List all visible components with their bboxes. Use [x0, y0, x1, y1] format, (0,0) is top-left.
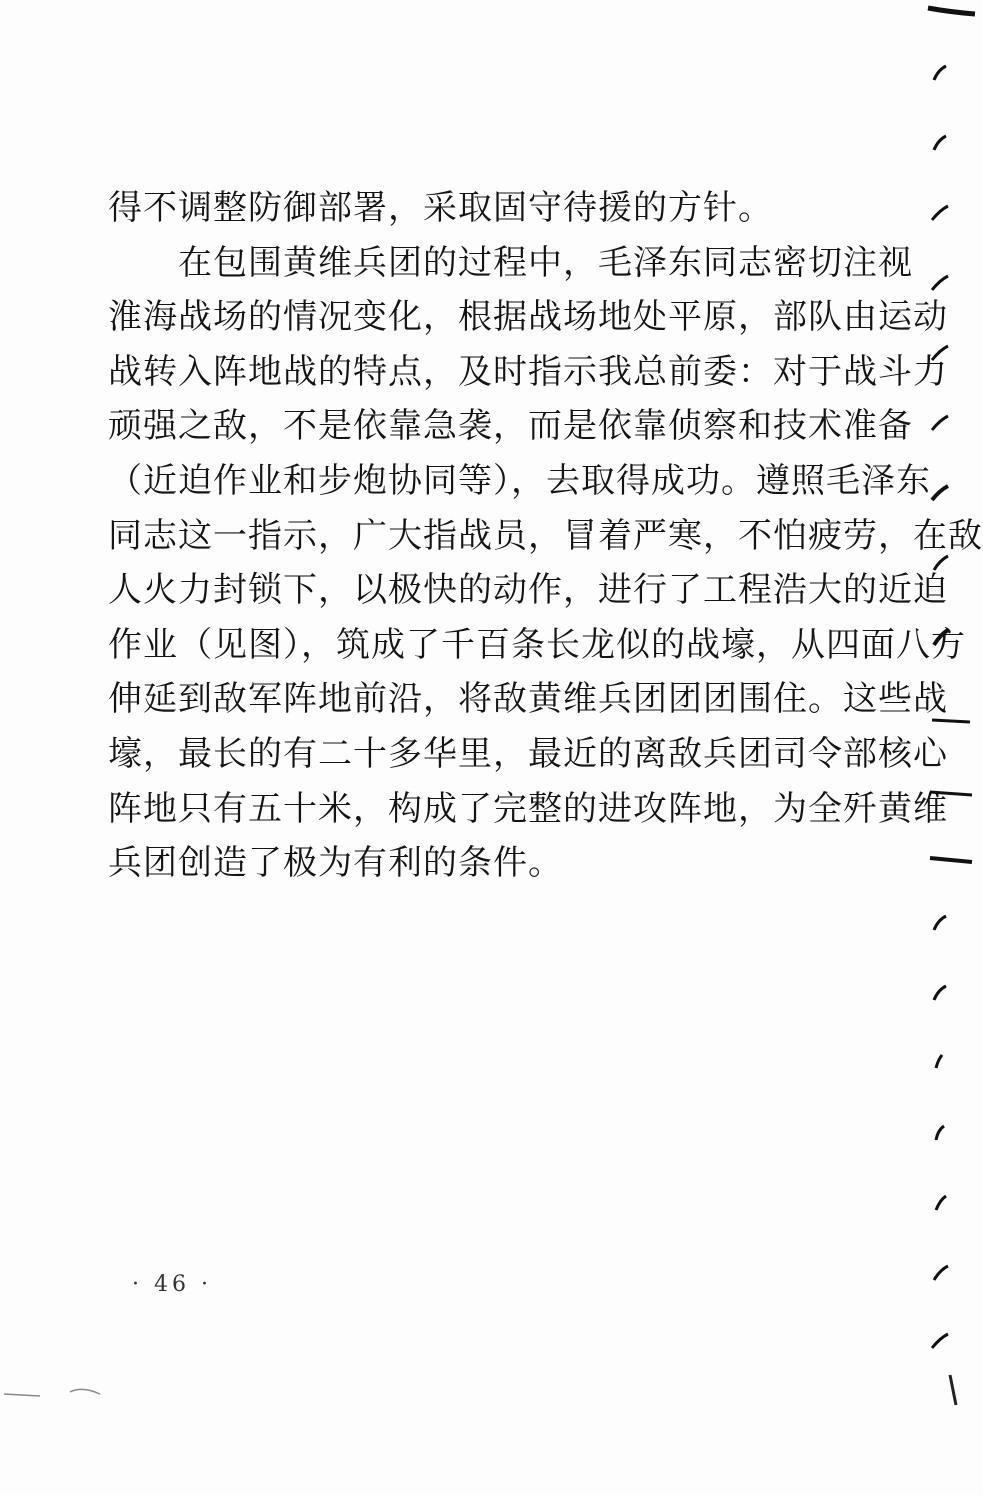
text-line: 伸延到敌军阵地前沿，将敌黄维兵团团团围住。这些战 [108, 679, 948, 720]
scan-artifact [0, 1380, 110, 1400]
text-line: 顽强之敌，不是依靠急袭，而是依靠侦察和技术准备 [108, 406, 913, 447]
text-line: 作业（见图），筑成了千百条长龙似的战壕，从四面八方 [108, 624, 966, 665]
text-line: 阵地只有五十米，构成了完整的进攻阵地，为全歼黄维 [108, 788, 948, 829]
text-line: 兵团创造了极为有利的条件。 [108, 843, 563, 884]
text-line: （近迫作业和步炮协同等），去取得成功。遵照毛泽东 [108, 460, 931, 501]
page-number: · 46 · [132, 1272, 212, 1297]
text-line: 得不调整防御部署，采取固守待援的方针。 [108, 188, 773, 228]
text-line: 战转入阵地战的特点，及时指示我总前委：对于战斗力 [108, 351, 948, 392]
text-line: 在包围黄维兵团的过程中，毛泽东同志密切注视 [108, 242, 913, 283]
body-text [108, 181, 983, 891]
text-line: 淮海战场的情况变化，根据战场地处平原，部队由运动 [108, 297, 948, 338]
text-line: 人火力封锁下，以极快的动作，进行了工程浩大的近迫 [108, 570, 948, 611]
text-line: 同志这一指示，广大指战员，冒着严寒，不怕疲劳，在敌 [108, 515, 983, 556]
binding-edge-marks [920, 0, 983, 1495]
text-line: 壕，最长的有二十多华里，最近的离敌兵团司令部核心 [108, 733, 948, 774]
